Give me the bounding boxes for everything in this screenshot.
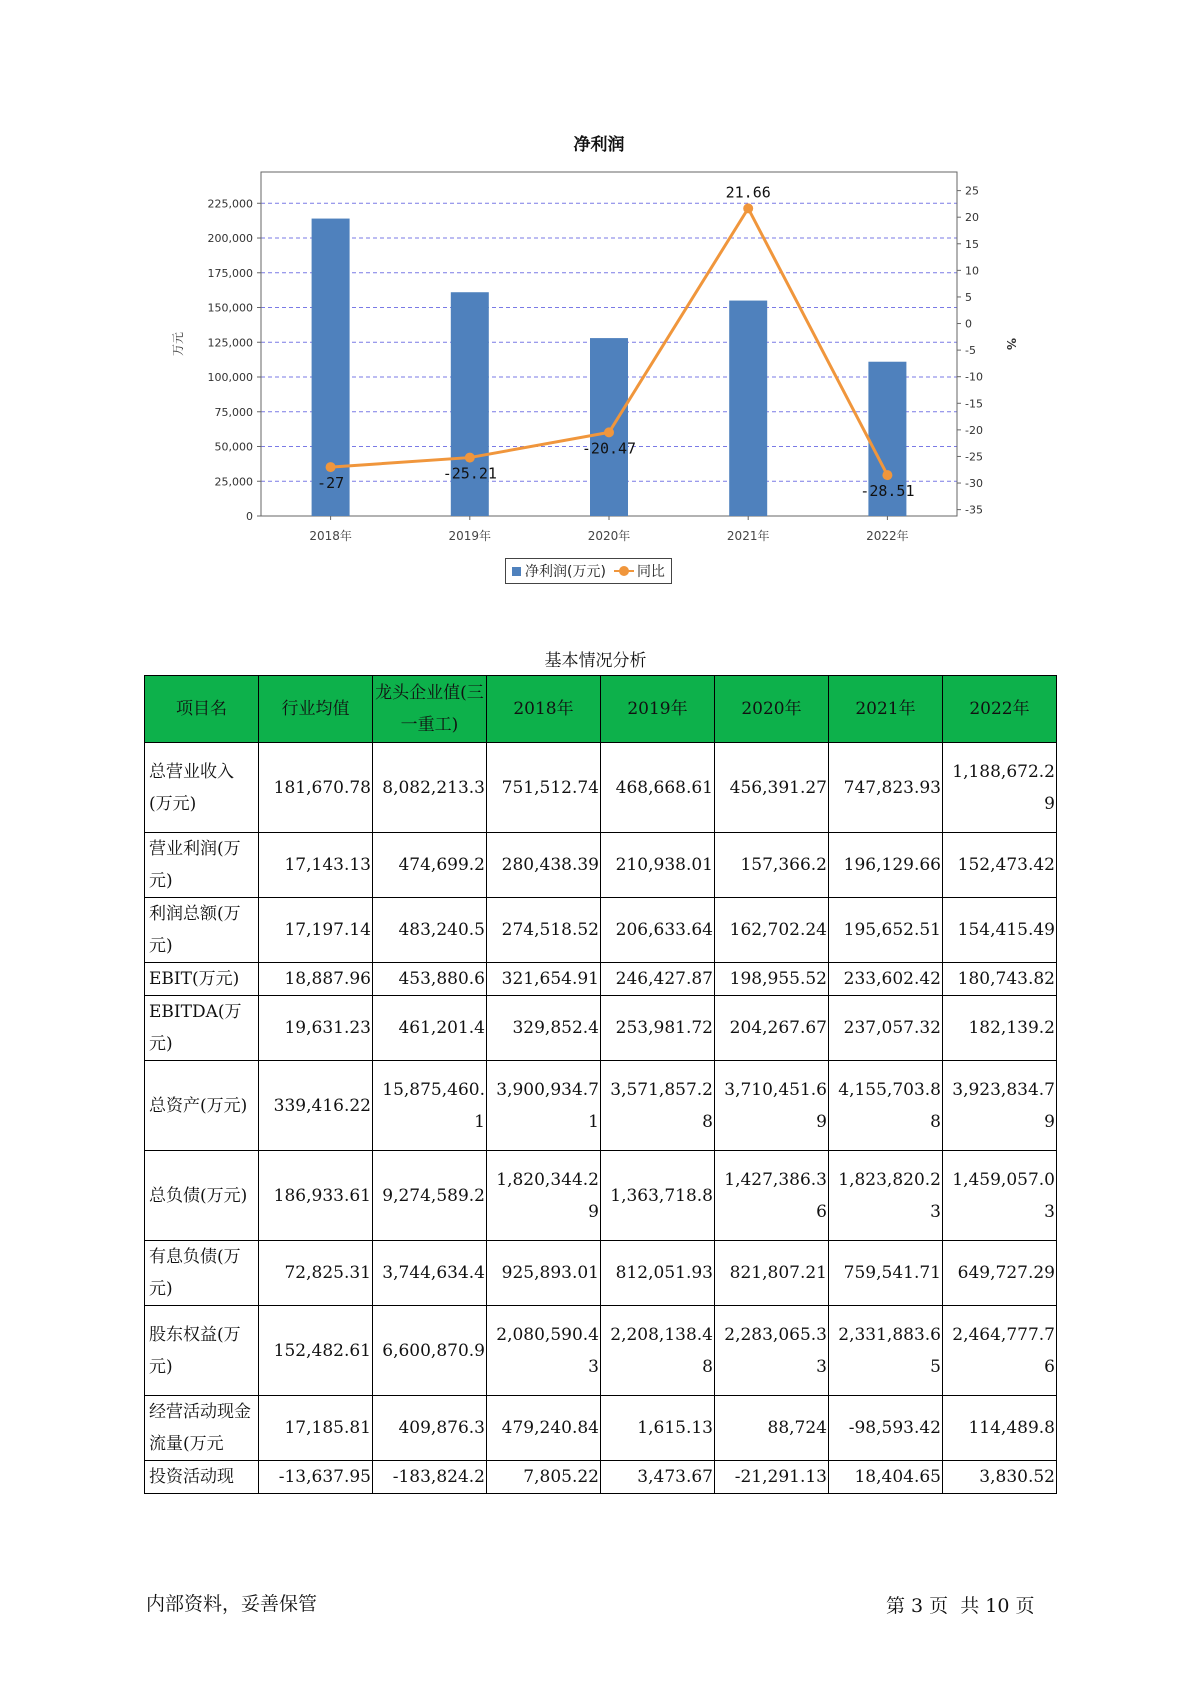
table-cell: 479,240.84: [487, 1396, 601, 1461]
table-row: [145, 1151, 1057, 1241]
table-cell: 88,724: [715, 1396, 829, 1461]
chart-legend: [505, 558, 672, 584]
table-cell: 468,668.61: [601, 743, 715, 833]
table-cell: 198,955.52: [715, 963, 829, 996]
table-cell: 2,283,065.33: [715, 1306, 829, 1396]
table-caption: 基本情况分析: [544, 651, 647, 671]
legend-line-label: 同比: [636, 564, 665, 580]
table-cell: 2,464,777.76: [943, 1306, 1057, 1396]
table-cell: 1,363,718.8: [601, 1151, 715, 1241]
table-cell: 19,631.23: [259, 996, 373, 1061]
y-right-tick-label: 15: [965, 237, 979, 251]
row-item-name: 总营业收入(万元): [145, 743, 259, 833]
x-tick-label: 2022年: [866, 529, 909, 543]
table-cell: 812,051.93: [601, 1241, 715, 1306]
row-item-name: EBIT(万元): [145, 963, 259, 996]
row-item-name: 总负债(万元): [145, 1151, 259, 1241]
table-cell: 751,512.74: [487, 743, 601, 833]
yoy-point: [465, 453, 475, 463]
table-cell: -21,291.13: [715, 1461, 829, 1494]
y-right-axis-label: %: [1004, 337, 1018, 351]
table-cell: 747,823.93: [829, 743, 943, 833]
row-item-name: 投资活动现: [145, 1461, 259, 1494]
table-cell: 7,805.22: [487, 1461, 601, 1494]
legend-bar-swatch: [512, 567, 521, 576]
footer-confidential-note: 内部资料，妥善保管: [146, 1593, 318, 1615]
chart-svg: [170, 130, 1018, 550]
column-header: 2019年: [601, 676, 715, 743]
row-item-name: EBITDA(万元): [145, 996, 259, 1061]
table-cell: 2,331,883.65: [829, 1306, 943, 1396]
column-header: 行业均值: [259, 676, 373, 743]
y-right-tick-label: 10: [965, 264, 979, 278]
y-right-tick-label: 25: [965, 184, 979, 198]
row-item-name: 有息负债(万元): [145, 1241, 259, 1306]
table-cell: 195,652.51: [829, 898, 943, 963]
table-cell: -98,593.42: [829, 1396, 943, 1461]
table-cell: 329,852.4: [487, 996, 601, 1061]
table-cell: -183,824.2: [373, 1461, 487, 1494]
table-cell: 154,415.49: [943, 898, 1057, 963]
table-cell: 3,744,634.4: [373, 1241, 487, 1306]
column-header: 龙头企业值(三一重工): [373, 676, 487, 743]
table-cell: 204,267.67: [715, 996, 829, 1061]
table-cell: 162,702.24: [715, 898, 829, 963]
table-cell: 3,571,857.28: [601, 1061, 715, 1151]
table-cell: 18,404.65: [829, 1461, 943, 1494]
column-header: 2020年: [715, 676, 829, 743]
y-right-tick-label: -30: [965, 477, 983, 491]
row-item-name: 经营活动现金流量(万元: [145, 1396, 259, 1461]
yoy-point: [604, 427, 614, 437]
y-tick-label: 200,000: [207, 232, 253, 246]
table-cell: 1,459,057.03: [943, 1151, 1057, 1241]
table-cell: 3,900,934.71: [487, 1061, 601, 1151]
table-cell: 186,933.61: [259, 1151, 373, 1241]
table-cell: 4,155,703.88: [829, 1061, 943, 1151]
table-cell: 233,602.42: [829, 963, 943, 996]
y-right-tick-label: 0: [965, 317, 972, 331]
row-item-name: 利润总额(万元): [145, 898, 259, 963]
x-tick-label: 2019年: [448, 529, 492, 543]
y-right-tick-label: -15: [965, 397, 983, 411]
table-cell: 456,391.27: [715, 743, 829, 833]
column-header: 2022年: [943, 676, 1057, 743]
yoy-data-label: -27: [317, 474, 345, 493]
table-row: [145, 963, 1057, 996]
yoy-point: [882, 470, 892, 480]
table-cell: 409,876.3: [373, 1396, 487, 1461]
table-cell: 196,129.66: [829, 833, 943, 898]
table-cell: 461,201.4: [373, 996, 487, 1061]
table-cell: 925,893.01: [487, 1241, 601, 1306]
y-right-tick-label: 20: [965, 211, 979, 225]
table-cell: 210,938.01: [601, 833, 715, 898]
y-tick-label: 225,000: [207, 197, 253, 211]
yoy-data-label: -25.21: [442, 464, 497, 483]
y-tick-label: 50,000: [214, 440, 253, 454]
table-cell: 759,541.71: [829, 1241, 943, 1306]
x-tick-label: 2021年: [726, 529, 770, 543]
column-header: 项目名: [145, 676, 259, 743]
y-right-tick-label: -5: [965, 344, 976, 358]
table-row: [145, 833, 1057, 898]
table-row: [145, 898, 1057, 963]
table-cell: 181,670.78: [259, 743, 373, 833]
legend-bar-label: 净利润(万元): [525, 564, 606, 580]
table-cell: 9,274,589.2: [373, 1151, 487, 1241]
table-cell: 1,427,386.36: [715, 1151, 829, 1241]
row-item-name: 总资产(万元): [145, 1061, 259, 1151]
x-tick-label: 2018年: [309, 529, 352, 543]
table-cell: 237,057.32: [829, 996, 943, 1061]
y-tick-label: 125,000: [207, 336, 253, 350]
table-cell: 72,825.31: [259, 1241, 373, 1306]
table-cell: 206,633.64: [601, 898, 715, 963]
table-cell: 1,188,672.29: [943, 743, 1057, 833]
yoy-point: [743, 203, 753, 213]
table-cell: 3,710,451.69: [715, 1061, 829, 1151]
footer-page-number: 第 3 页 共 10 页: [886, 1595, 1035, 1617]
table-cell: 253,981.72: [601, 996, 715, 1061]
bar: [729, 301, 767, 516]
column-header: 2018年: [487, 676, 601, 743]
yoy-data-label: 21.66: [725, 183, 771, 202]
table-cell: 152,473.42: [943, 833, 1057, 898]
table-cell: 152,482.61: [259, 1306, 373, 1396]
table-row: [145, 743, 1057, 833]
table-row: [145, 1241, 1057, 1306]
bar: [590, 338, 628, 516]
table-cell: 474,699.2: [373, 833, 487, 898]
table-cell: 1,823,820.23: [829, 1151, 943, 1241]
y-axis-label: 万元: [171, 331, 185, 357]
yoy-point: [326, 462, 336, 472]
table-cell: 114,489.8: [943, 1396, 1057, 1461]
chart-title: 净利润: [573, 135, 625, 155]
table-body: [145, 743, 1057, 1494]
table-row: [145, 1306, 1057, 1396]
legend-line-swatch: [614, 566, 634, 576]
y-tick-label: 0: [246, 510, 253, 523]
y-right-tick-label: -25: [965, 450, 983, 464]
table-cell: 8,082,213.3: [373, 743, 487, 833]
table-cell: -13,637.95: [259, 1461, 373, 1494]
y-right-tick-label: -20: [965, 423, 983, 437]
table-row: [145, 1461, 1057, 1494]
y-tick-label: 100,000: [207, 371, 253, 385]
yoy-data-label: -28.51: [860, 482, 915, 501]
y-right-tick-label: -35: [965, 503, 983, 517]
table-cell: 17,143.13: [259, 833, 373, 898]
table-row: [145, 1061, 1057, 1151]
table-cell: 453,880.6: [373, 963, 487, 996]
basic-analysis-table: [144, 675, 1057, 1494]
y-tick-label: 150,000: [207, 301, 253, 315]
table-cell: 6,600,870.9: [373, 1306, 487, 1396]
y-right-tick-label: -10: [965, 370, 983, 384]
table-cell: 17,185.81: [259, 1396, 373, 1461]
table-cell: 2,080,590.43: [487, 1306, 601, 1396]
table-cell: 180,743.82: [943, 963, 1057, 996]
y-tick-label: 175,000: [207, 266, 253, 280]
row-item-name: 营业利润(万元): [145, 833, 259, 898]
table-cell: 280,438.39: [487, 833, 601, 898]
table-cell: 17,197.14: [259, 898, 373, 963]
table-cell: 15,875,460.1: [373, 1061, 487, 1151]
table-cell: 3,473.67: [601, 1461, 715, 1494]
y-tick-label: 75,000: [214, 405, 253, 419]
table-cell: 649,727.29: [943, 1241, 1057, 1306]
table-cell: 246,427.87: [601, 963, 715, 996]
table-cell: 1,615.13: [601, 1396, 715, 1461]
table-cell: 321,654.91: [487, 963, 601, 996]
table-cell: 157,366.2: [715, 833, 829, 898]
table-cell: 3,830.52: [943, 1461, 1057, 1494]
table-cell: 274,518.52: [487, 898, 601, 963]
table-cell: 339,416.22: [259, 1061, 373, 1151]
column-header: 2021年: [829, 676, 943, 743]
yoy-data-label: -20.47: [581, 439, 637, 458]
x-tick-label: 2020年: [587, 529, 631, 543]
table-cell: 1,820,344.29: [487, 1151, 601, 1241]
table-row: [145, 1396, 1057, 1461]
row-item-name: 股东权益(万元): [145, 1306, 259, 1396]
table-cell: 821,807.21: [715, 1241, 829, 1306]
table-cell: 2,208,138.48: [601, 1306, 715, 1396]
table-row: [145, 996, 1057, 1061]
table-cell: 182,139.2: [943, 996, 1057, 1061]
table-cell: 483,240.5: [373, 898, 487, 963]
y-tick-label: 25,000: [214, 475, 253, 489]
table-header-row: [145, 676, 1057, 743]
y-right-tick-label: 5: [965, 290, 972, 304]
table-cell: 3,923,834.79: [943, 1061, 1057, 1151]
table-cell: 18,887.96: [259, 963, 373, 996]
net-profit-chart: [170, 130, 1018, 600]
